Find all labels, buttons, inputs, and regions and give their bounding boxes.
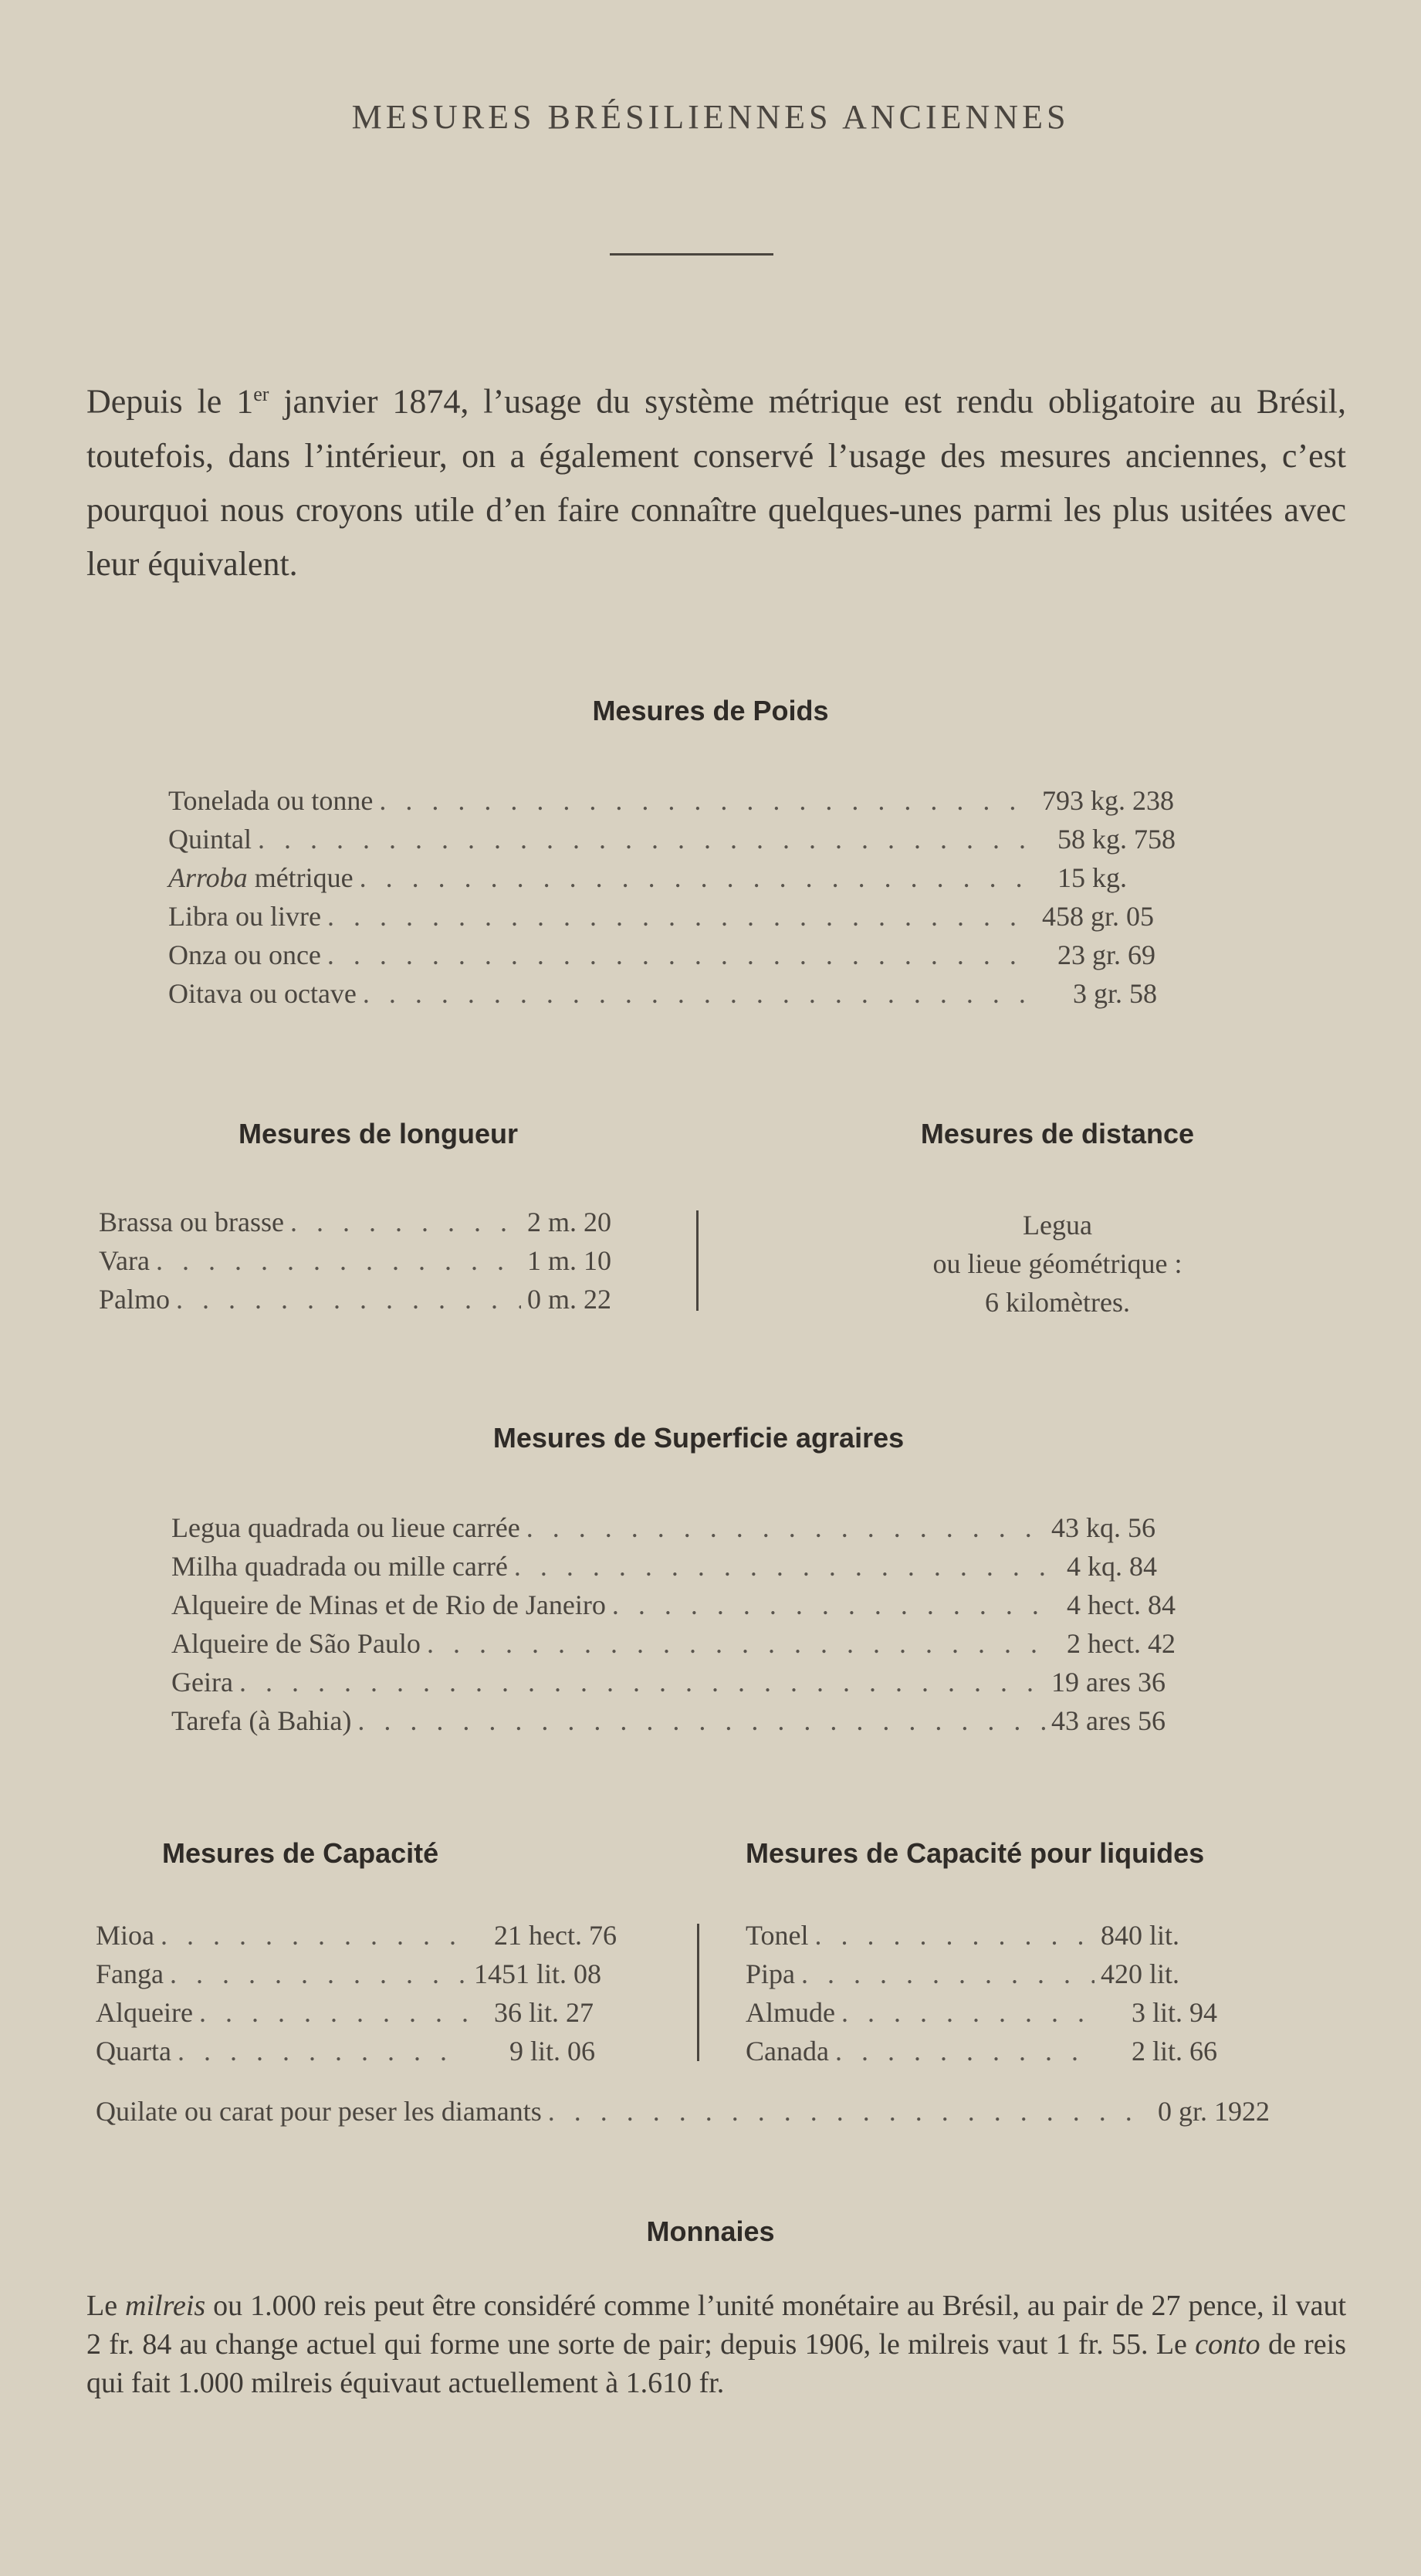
table-row [99,1244,655,1283]
distance-line: 6 kilomètres. [985,1287,1130,1318]
table-row [171,1511,1229,1550]
heading-poids: Mesures de Poids [592,695,829,726]
table-row [171,1666,1229,1704]
table-row [96,1958,644,1996]
row-label: Mioa [96,1920,154,1951]
row-label: Canada [746,2036,829,2067]
row-label: Milha quadrada ou mille carré [171,1551,508,1582]
table-liquides [746,1919,1224,2073]
intro-part1: Depuis le 1 [86,382,254,421]
title-rule [610,253,773,256]
row-label: Arroba métrique [168,862,354,893]
row-value: 3 lit. 94 [1132,1997,1218,2028]
table-row [168,900,1218,939]
row-value: 420 lit. [1101,1958,1180,1989]
table-row [96,1996,644,2035]
distance-line: ou lieue géométrique : [932,1248,1182,1279]
row-value: 9 lit. 06 [509,2036,596,2067]
heading-liquides: Mesures de Capacité pour liquides [746,1837,1205,1869]
table-row [168,784,1218,823]
row-label: Libra ou livre [168,901,321,932]
row-label: Quarta [96,2036,171,2067]
row-value: 840 lit. [1101,1920,1180,1951]
row-label: Quintal [168,824,252,855]
row-value: 43 ares 56 [1051,1705,1166,1736]
row-label: Alqueire [96,1997,193,2028]
row-label: Pipa [746,1958,796,1989]
milreis-term: milreis [125,2290,206,2322]
row-label: Vara [99,1245,150,1276]
row-label: Brassa ou brasse [99,1207,284,1237]
table-row [171,1704,1229,1743]
row-value: 19 ares 36 [1051,1667,1166,1698]
row-value: 36 lit. 27 [494,1997,594,2028]
row-value: 4 kq. 84 [1067,1551,1157,1582]
row-value: 1 m. 10 [527,1245,612,1276]
table-capacite [96,1919,644,2073]
row-value: 0 m. 22 [527,1284,612,1315]
column-divider [697,1924,699,2061]
row-label: Tonelada ou tonne [168,785,374,816]
table-row [171,1627,1229,1666]
row-label: Onza ou once [168,939,321,970]
table-row [168,977,1218,1016]
row-value: 793 kg. 238 [1042,785,1174,816]
row-value: 21 hect. 76 [494,1920,617,1951]
table-row [99,1206,655,1244]
table-row [96,2035,644,2073]
table-row [168,823,1218,861]
table-row [96,2095,1297,2134]
row-label: Fanga [96,1958,164,1989]
row-label: Legua quadrada ou lieue carrée [171,1512,520,1543]
heading-superficie: Mesures de Superficie agraires [492,1422,905,1454]
conto-term: conto [1195,2328,1260,2361]
row-value: 4 hect. 84 [1067,1589,1176,1620]
table-longueur [99,1206,655,1322]
row-label: Tarefa (à Bahia) [171,1705,352,1736]
table-row [746,1958,1224,1996]
monnaies-paragraph: Le milreis ou 1.000 reis peut être considéré comme l’unité monétaire au Brésil, au pair de 27 pence, il vaut 2 fr. 84 au change actuel qui forme une sorte de pair; depuis 1906, le milreis vaut 1 fr. 55. Le conto de reis qui fait 1.000 milreis équivaut actuellement à 1.610 fr. [86,2290,1347,2399]
row-value: 58 kg. 758 [1057,824,1176,855]
table-row [171,1589,1229,1627]
table-superficie [171,1511,1229,1743]
table-row [746,1996,1224,2035]
row-value: 23 gr. 69 [1057,939,1156,970]
table-poids [168,784,1218,1016]
row-label: Alqueire de São Paulo [171,1628,421,1659]
page-title: MESURES BRÉSILIENNES ANCIENNES [351,98,1070,136]
intro-part2: janvier 1874, l’usage du système métrique est rendu obligatoire au Brésil, toutefois, dans l’intérieur, on a également conservé l’usage des mesures anciennes, c’est pourquoi nous croyons utile d’en faire connaître quelques-unes parmi les plus usitées avec leur équivalent. [86,382,1347,583]
heading-longueur: Mesures de longueur [238,1118,519,1149]
table-row [96,1919,644,1958]
row-label: Quilate ou carat pour peser les diamants [96,2096,542,2127]
row-label: Almude [746,1997,835,2028]
table-row [168,939,1218,977]
distance-block [772,1206,1343,1322]
row-value: 43 kq. 56 [1051,1512,1155,1543]
intro-paragraph [86,367,1346,591]
row-value: 0 gr. 1922 [1158,2096,1270,2127]
row-label-italic: Arroba [168,862,248,893]
column-divider [696,1210,699,1311]
row-label: Tonel [746,1920,809,1951]
row-value: 1451 lit. 08 [474,1958,602,1989]
row-value: 2 hect. 42 [1067,1628,1176,1659]
table-row [171,1550,1229,1589]
heading-monnaies: Monnaies [646,2215,775,2247]
row-value: 458 gr. 05 [1042,901,1155,932]
table-row [746,2035,1224,2073]
row-value: 15 kg. [1057,862,1127,893]
row-label: Oitava ou octave [168,978,357,1009]
heading-capacite: Mesures de Capacité [162,1837,439,1869]
row-label: Alqueire de Minas et de Rio de Janeiro [171,1589,606,1620]
table-row [746,1919,1224,1958]
table-row [99,1283,655,1322]
heading-distance: Mesures de distance [920,1118,1195,1149]
row-value: 2 m. 20 [527,1207,612,1237]
distance-line: Legua [1023,1210,1092,1241]
row-value: 2 lit. 66 [1132,2036,1218,2067]
row-label: Palmo [99,1284,171,1315]
row-value: 3 gr. 58 [1073,978,1158,1009]
row-label: Geira [171,1667,233,1698]
table-row [168,861,1218,900]
intro-sup: er [253,383,269,405]
quilate-line [96,2095,1297,2134]
